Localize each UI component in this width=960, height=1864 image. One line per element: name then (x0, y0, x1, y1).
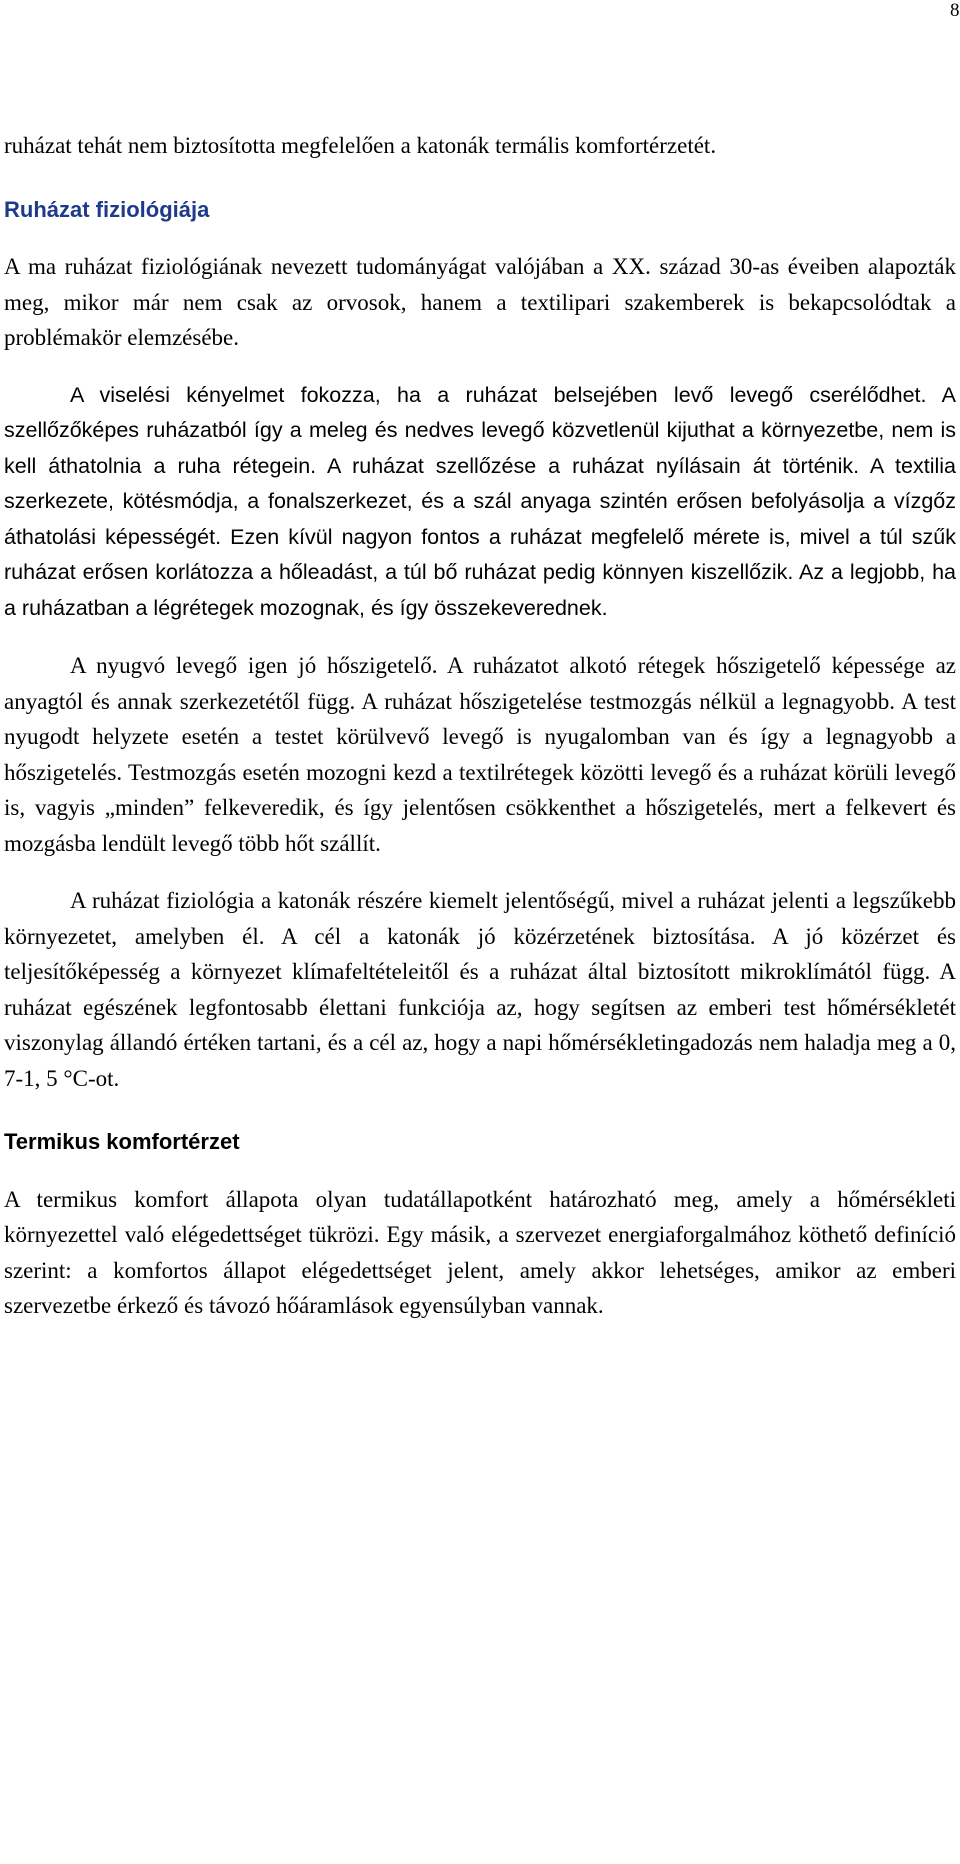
document-body (4, 128, 956, 1324)
page-number: 8 (950, 0, 960, 21)
paragraph-ventilation: A viselési kényelmet fokozza, ha a ruházat belsejében levő levegő cserélődhet. A szellőzőképes ruházatból így a meleg és nedves levegő közvetlenül kijuthat a környezetbe, nem is kell áthatolnia a ruha rétegein. A ruházat szellőzése a ruházat nyílásain át történik. A textilia szerkezete, kötésmódja, a fonalszerkezet, és a szál anyaga szintén erősen befolyásolja a vízgőz áthatolási képességét. Ezen kívül nagyon fontos a ruházat megfelelő mérete is, mivel a túl szűk ruházat erősen korlátozza a hőleadást, a túl bő ruházat pedig könnyen kiszellőzik. Az a legjobb, ha a ruházatban a légrétegek mozognak, és így összekeverednek. (4, 382, 956, 620)
paragraph-insulation: A nyugvó levegő igen jó hőszigetelő. A ruházatot alkotó rétegek hőszigetelő képessége az anyagtól és annak szerkezetétől függ. A ruházat hőszigetelése testmozgás nélkül a legnagyobb. A test nyugodt helyzete esetén a testet körülvevő levegő is nyugalomban van és így a legnagyobb a hőszigetelés. Testmozgás esetén mozogni kezd a textilrétegek közötti levegő és a ruházat körüli levegő is, vagyis „minden” felkeveredik, és így jelentősen csökkenthet a hőszigetelés, mert a felkevert és mozgásba lendült levegő több hőt szállít. (4, 653, 956, 856)
paragraph-thermal-comfort: A termikus komfort állapota olyan tudatállapotként határozható meg, amely a hőmérsékleti környezettel való elégedettséget tükrözi. Egy másik, a szervezet energiaforgalmához köthető definíció szerint: a komfortos állapot elégedettséget jelent, amely akkor lehetséges, amikor az emberi szervezetbe érkező és távozó hőáramlások egyensúlyban vannak. (4, 1186, 956, 1318)
section-heading-termikus-komfortérzet: Termikus komfortérzet (4, 1129, 240, 1154)
paragraph-soldiers: A ruházat fiziológia a katonák részére kiemelt jelentőségű, mivel a ruházat jelenti a legszűkebb környezetet, amelyben él. A cél a katonák jó közérzetének biztosítása. A jó közérzet és teljesítőképesség a környezet klímafeltételeitől és a ruházat által biztosított mikroklímától függ. A ruházat egészének legfontosabb élettani funkciója az, hogy segítsen az emberi test hőmérsékletét viszonylag állandó értéken tartani, és a cél az, hogy a napi hőmérsékletingadozás nem haladja meg a 0, 7-1, 5 °C-ot. (4, 888, 956, 1091)
section-heading-ruhazat-fiziologiaja: Ruházat fiziológiája (4, 196, 210, 222)
paragraph-continued: ruházat tehát nem biztosította megfelelően a katonák termális komfortérzetét. (4, 133, 717, 158)
paragraph-intro: A ma ruházat fiziológiának nevezett tudományágat valójában a XX. század 30-as éveiben alapozták meg, mikor már nem csak az orvosok, hanem a textilipari szakemberek is bekapcsolódtak a problémakör elemzésébe. (4, 254, 956, 350)
